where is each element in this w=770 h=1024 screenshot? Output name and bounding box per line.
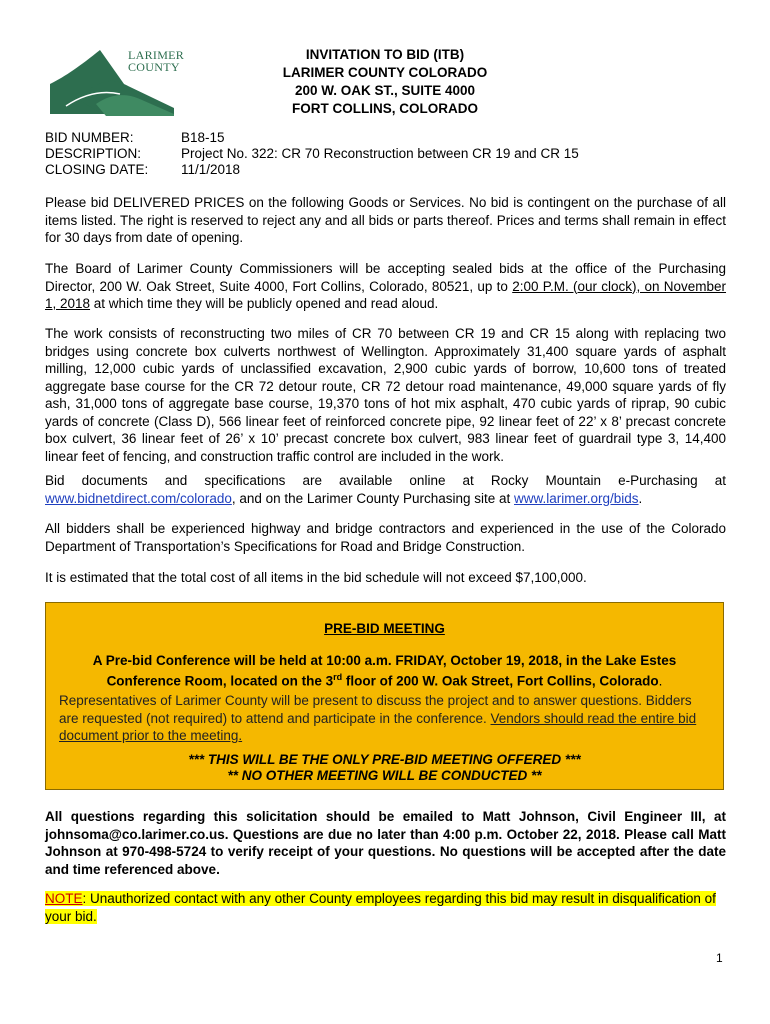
pre-bid-line2-a: Conference Room, located on the 3 [106, 673, 334, 689]
pre-bid-body-text: Representatives of Larimer County will be present to discuss the project and to answer questions. Bidders are requested (not required) to attend and participate in the conference. [59, 693, 692, 726]
logo-wordmark [128, 49, 184, 73]
pre-bid-line2 [46, 669, 723, 690]
pre-bid-line2-b: floor of 200 W. Oak Street, Fort Collins, Colorado [342, 673, 659, 689]
larimer-bids-link[interactable]: www.larimer.org/bids [514, 490, 639, 506]
closing-date-row [45, 162, 579, 178]
cost-estimate-paragraph: It is estimated that the total cost of all items in the bid schedule will not exceed $7,100,000. [45, 570, 587, 585]
bid-documents-text: Bid documents and specifications are available online at Rocky Mountain e-Purchasing at [45, 473, 726, 488]
bidnetdirect-link[interactable]: www.bidnetdirect.com/colorado [45, 490, 232, 506]
pre-bid-meeting-box [45, 602, 724, 790]
sealed-bids-paragraph [45, 260, 726, 313]
sealed-bids-text: The Board of Larimer County Commissioners will be accepting sealed bids at the office of the Purchasing Director, 200 W. Oak Street, Suite 4000, Fort Collins, Colorado, 80521, up to [45, 261, 726, 294]
bid-documents-paragraph [45, 472, 726, 507]
note-paragraph [45, 890, 726, 925]
bid-meta [45, 130, 579, 178]
pre-bid-warning-1: *** THIS WILL BE THE ONLY PRE-BID MEETING OFFERED *** [188, 752, 581, 767]
header-address: 200 W. OAK ST., SUITE 4000 [294, 83, 476, 98]
questions-paragraph: All questions regarding this solicitation should be emailed to Matt Johnson, Civil Engineer III, at johnsoma@co.larimer.co.us. Questions are due no later than 4:00 p.m. October 22, 2018. Please call Matt Johnson at 970-498-5724 to verify receipt of your questions. No questions will be accepted after the date and time referenced above. [45, 809, 726, 877]
bid-number-value: B18-15 [181, 130, 225, 145]
bid-number-row [45, 130, 579, 146]
closing-date-label: CLOSING DATE: [45, 162, 149, 177]
description-row [45, 146, 579, 162]
bid-number-label: BID NUMBER: [45, 130, 134, 145]
pre-bid-body [59, 692, 714, 745]
header-org: LARIMER COUNTY COLORADO [282, 65, 488, 80]
pre-bid-line1: A Pre-bid Conference will be held at 10:00 a.m. FRIDAY, October 19, 2018, in the Lake Estes [92, 653, 677, 668]
note-text: : Unauthorized contact with any other County employees regarding this bid may result in disqualification of your bid. [45, 891, 716, 924]
header-city: FORT COLLINS, COLORADO [292, 101, 478, 116]
document-header [200, 46, 570, 118]
pre-bid-warning-2: ** NO OTHER MEETING WILL BE CONDUCTED ** [227, 768, 542, 783]
page-number: 1 [716, 951, 723, 965]
pre-bid-line2-c: . [658, 673, 663, 689]
logo-line1: LARIMER [128, 48, 185, 62]
pre-bid-title-wrap [46, 620, 723, 638]
description-label: DESCRIPTION: [45, 146, 142, 161]
deadline-text: 2:00 P.M. (our clock), on November 1, 2018 [45, 278, 727, 311]
logo-line2: COUNTY [128, 60, 180, 74]
header-title: INVITATION TO BID (ITB) [305, 47, 465, 62]
pre-bid-title: PRE-BID MEETING [324, 621, 445, 636]
bidder-experience-paragraph: All bidders shall be experienced highway and bridge contractors and experienced in the use of the Colorado Department of Transportation’s Specifications for Road and Bridge Construction. [45, 521, 726, 554]
delivered-prices-paragraph: Please bid DELIVERED PRICES on the following Goods or Services. No bid is contingent on the purchase of all items listed. The right is reserved to reject any and all bids or parts thereof. Prices and terms shall remain in effect for 30 days from date of opening. [45, 195, 726, 245]
bid-documents-middle: , and on the Larimer County Purchasing site at [231, 490, 514, 506]
pre-bid-line2-sup: rd [333, 672, 343, 682]
note-label: NOTE [45, 891, 83, 906]
closing-date-value: 11/1/2018 [181, 162, 241, 177]
scope-of-work-paragraph: The work consists of reconstructing two miles of CR 70 between CR 19 and CR 15 along with replacing two bridges using concrete box culverts northwest of Wellington. Approximately 31,400 square yards of asphalt milling, 12,000 cubic yards of unclassified excavation, 2,900 cubic yards of borrow, 10,600 tons of treated aggregate base course for the CR 72 detour route, CR 72 detour road maintenance, 49,000 square yards of fly ash, 31,000 tons of aggregate base course, 19,370 tons of hot mix asphalt, 470 cubic yards of riprap, 90 cubic yards of concrete (Class D), 566 linear feet of reinforced concrete pipe, 92 linear feet of 22’ x 8’ precast concrete box culvert, 36 linear feet of 26’ x 10’ precast concrete box culvert, 983 linear feet of guardrail type 3, 14,400 linear feet of fencing, and construction traffic control are included in the work. [45, 326, 726, 464]
bid-documents-end: . [638, 490, 643, 506]
description-value: Project No. 322: CR 70 Reconstruction between CR 19 and CR 15 [181, 146, 579, 161]
pre-bid-body-underlined: Vendors should read the entire bid document prior to the meeting. [59, 710, 697, 743]
sealed-bids-text-end: at which time they will be publicly opened and read aloud. [90, 296, 439, 311]
